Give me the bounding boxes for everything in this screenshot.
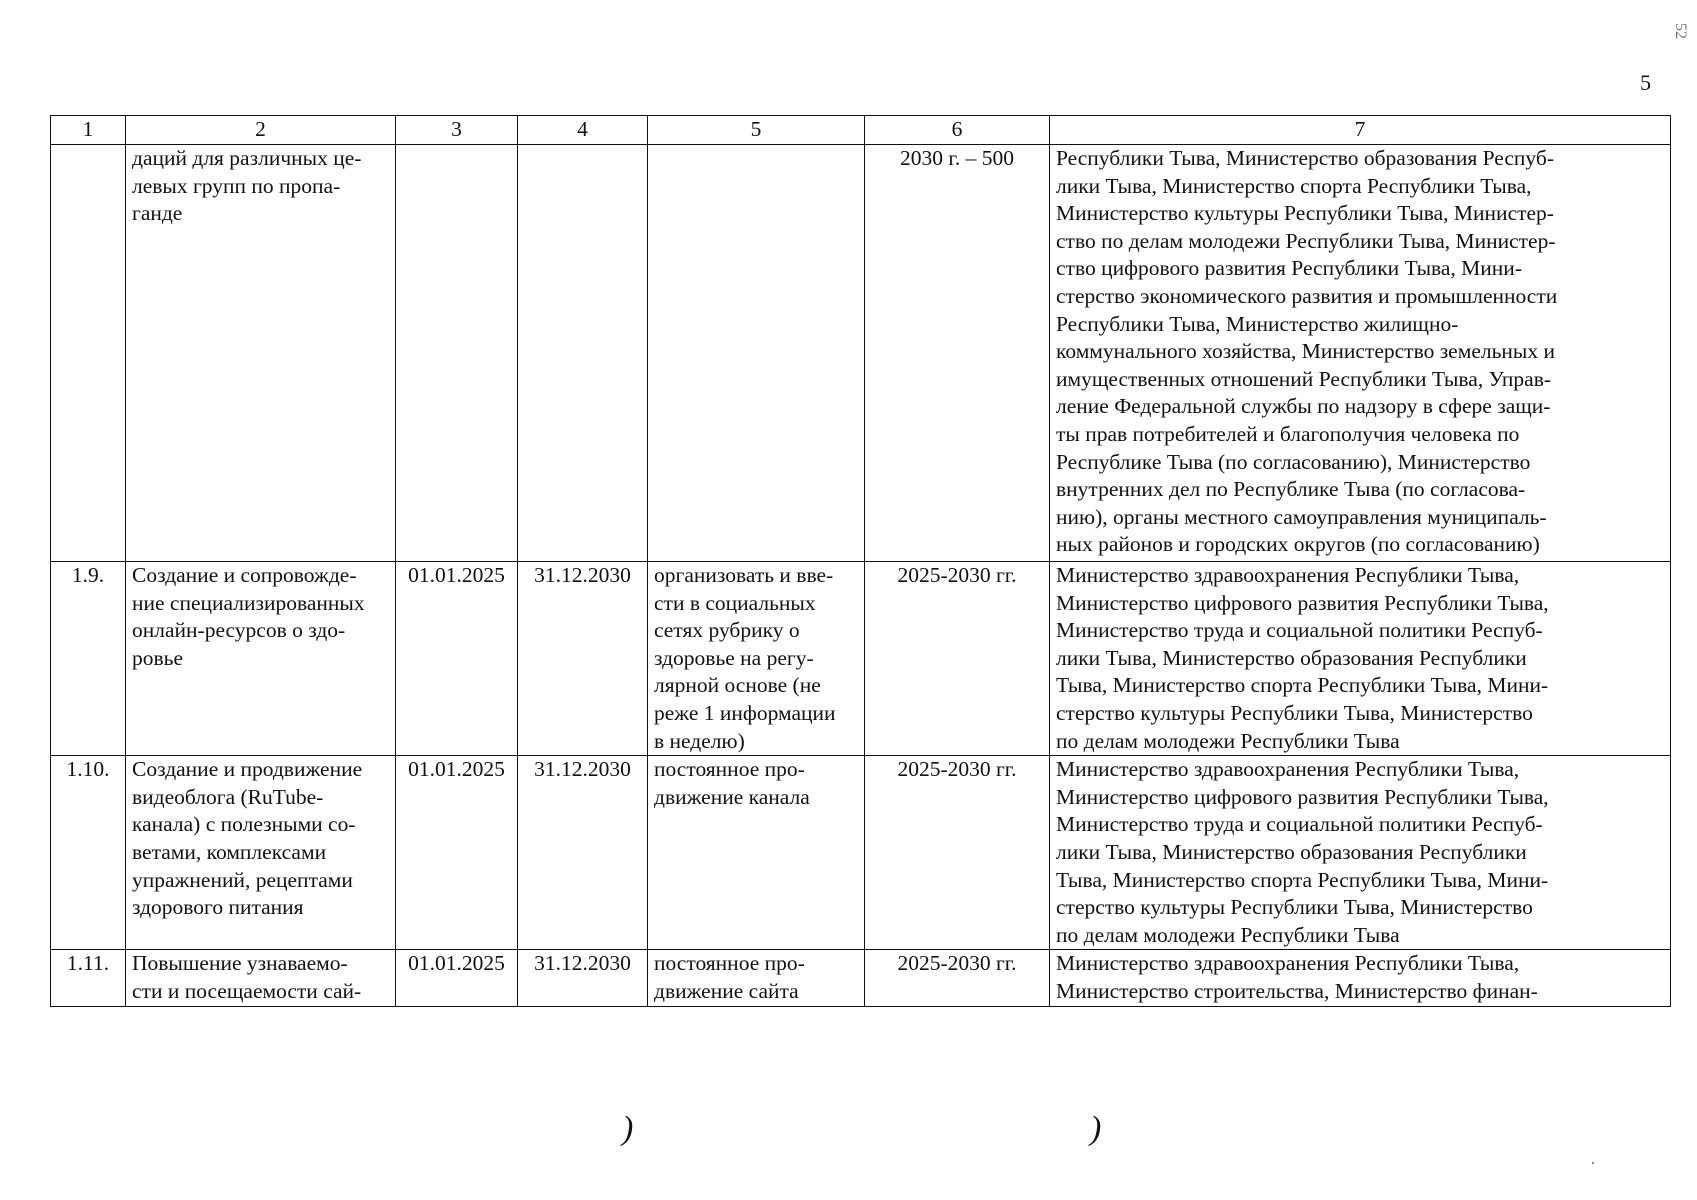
- cell-measure-name: Создание и сопровожде- ние специализированных онлайн-ресурсов о здо- ровье: [126, 562, 396, 756]
- cell-period: 2025-2030 гг.: [865, 562, 1050, 756]
- cell-expected-result: организовать и вве- сти в социальных сетях рубрику о здоровье на регу- лярной основе (не реже 1 информации в неделю): [648, 562, 865, 756]
- corner-mark: 52: [1672, 23, 1689, 39]
- cell-expected-result: [648, 145, 865, 562]
- cell-period: 2030 г. – 500: [865, 145, 1050, 562]
- cell-start-date: 01.01.2025: [396, 562, 518, 756]
- page-number: 5: [1640, 70, 1651, 95]
- cell-start-date: 01.01.2025: [396, 950, 518, 1006]
- header-cell-5: 5: [648, 116, 865, 145]
- header-cell-7: 7: [1050, 116, 1671, 145]
- cell-number: 1.9.: [51, 562, 126, 756]
- table-row: [51, 950, 1671, 1006]
- header-cell-2: 2: [126, 116, 396, 145]
- table-row: [51, 756, 1671, 950]
- cell-expected-result: постоянное про- движение канала: [648, 756, 865, 950]
- cell-number: [51, 145, 126, 562]
- cell-period: 2025-2030 гг.: [865, 756, 1050, 950]
- cell-end-date: 31.12.2030: [518, 562, 648, 756]
- cell-end-date: 31.12.2030: [518, 756, 648, 950]
- cell-expected-result: постоянное про- движение сайта: [648, 950, 865, 1006]
- cell-number: 1.10.: [51, 756, 126, 950]
- cell-start-date: [396, 145, 518, 562]
- header-cell-4: 4: [518, 116, 648, 145]
- cell-period: 2025-2030 гг.: [865, 950, 1050, 1006]
- cell-number: 1.11.: [51, 950, 126, 1006]
- header-cell-6: 6: [865, 116, 1050, 145]
- handwritten-mark-right: ): [1090, 1110, 1102, 1147]
- header-cell-1: 1: [51, 116, 126, 145]
- table-row: [51, 562, 1671, 756]
- cell-end-date: 31.12.2030: [518, 950, 648, 1006]
- plan-table: [50, 115, 1671, 1007]
- cell-start-date: 01.01.2025: [396, 756, 518, 950]
- scan-dot: [1592, 1162, 1594, 1164]
- cell-measure-name: Повышение узнаваемо- сти и посещаемости сай-: [126, 950, 396, 1006]
- cell-executors: Министерство здравоохранения Республики Тыва, Министерство цифрового развития Республики Тыва, Министерство труда и социальной политики Респуб- лики Тыва, Министерство образования Республики Тыва, Министерство спорта Республики Тыва, Мини- стерство культуры Республики Тыва, Министерство по делам молодежи Республики Тыва: [1050, 756, 1671, 950]
- cell-measure-name: Создание и продвижение видеоблога (RuTube- канала) с полезными со- ветами, комплексами упражнений, рецептами здорового питания: [126, 756, 396, 950]
- cell-executors: Республики Тыва, Министерство образования Респуб- лики Тыва, Министерство спорта Республики Тыва, Министерство культуры Республики Тыва, Министер- ство по делам молодежи Республики Тыва, Министер- ство цифрового развития Республики Тыва, Мини- стерство экономического развития и промышленности Республики Тыва, Министерство жилищно- коммунального хозяйства, Министерство земельных и имущественных отношений Республики Тыва, Управ- ление Федеральной службы по надзору в сфере защи- ты прав потребителей и благополучия человека по Республике Тыва (по согласованию), Министерство внутренних дел по Республике Тыва (по согласова- нию), органы местного самоуправления муниципаль- ных районов и городских округов (по согласованию): [1050, 145, 1671, 562]
- cell-end-date: [518, 145, 648, 562]
- handwritten-mark-left: ): [622, 1110, 634, 1147]
- table-row: [51, 145, 1671, 562]
- header-cell-3: 3: [396, 116, 518, 145]
- cell-measure-name: даций для различных це- левых групп по пропа- ганде: [126, 145, 396, 562]
- cell-executors: Министерство здравоохранения Республики Тыва, Министерство цифрового развития Республики Тыва, Министерство труда и социальной политики Респуб- лики Тыва, Министерство образования Республики Тыва, Министерство спорта Республики Тыва, Мини- стерство культуры Республики Тыва, Министерство по делам молодежи Республики Тыва: [1050, 562, 1671, 756]
- header-row: [51, 116, 1671, 145]
- cell-executors: Министерство здравоохранения Республики Тыва, Министерство строительства, Министерство финан-: [1050, 950, 1671, 1006]
